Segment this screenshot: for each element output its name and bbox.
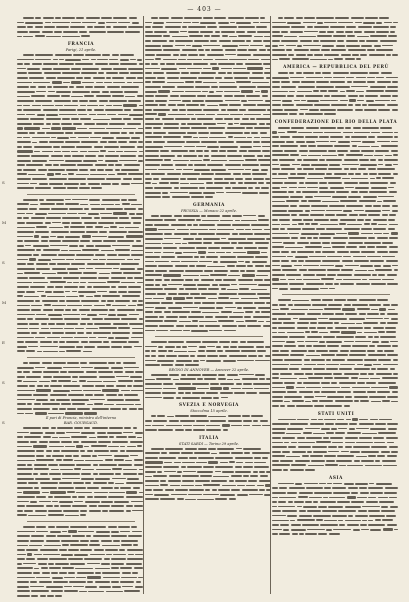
- text-paragraph: [145, 340, 273, 368]
- separator-rule: [27, 194, 135, 195]
- column-1: [17, 16, 145, 598]
- text-line: [17, 262, 145, 267]
- column-3: [272, 16, 400, 537]
- text-line: [17, 472, 145, 477]
- text-line: [145, 117, 273, 122]
- text-line: [272, 532, 400, 537]
- text-line: [17, 34, 145, 39]
- text-line: [272, 181, 400, 186]
- text-line: [272, 250, 400, 255]
- margin-letter: E: [2, 340, 5, 345]
- margin-letter: S: [2, 260, 5, 265]
- text-line: [272, 94, 400, 99]
- text-line: [272, 287, 400, 292]
- text-line: [145, 140, 273, 145]
- text-paragraph: [17, 53, 145, 191]
- text-line: [272, 57, 400, 62]
- separator-rule: [155, 336, 263, 337]
- text-line: [272, 358, 400, 363]
- text-line: [145, 94, 273, 99]
- text-line: [17, 580, 145, 585]
- text-line: [145, 186, 273, 191]
- text-line: [272, 71, 400, 76]
- text-line: [17, 594, 145, 599]
- text-line: [145, 301, 273, 306]
- dateline: Stoccolma 15 aprile.: [190, 409, 228, 414]
- text-line: [145, 62, 273, 67]
- text-line: [17, 154, 145, 159]
- text-line: [145, 354, 273, 359]
- margin-letter: M: [2, 220, 7, 225]
- text-line: [145, 488, 273, 493]
- text-line: [17, 361, 145, 366]
- section-heading: CONFEDERAZIONE DEL RIO DELLA PLATA: [274, 118, 398, 124]
- text-paragraph: [17, 16, 145, 39]
- text-line: [272, 500, 400, 505]
- section-heading: STATI UNITI: [317, 410, 355, 416]
- text-line: [272, 282, 400, 287]
- text-line: [272, 227, 400, 232]
- text-line: [17, 384, 145, 389]
- text-line: [145, 246, 273, 251]
- text-line: [17, 108, 145, 113]
- section-heading: SVEZIA E NORVEGIA: [178, 402, 240, 408]
- text-line: [272, 335, 400, 340]
- column-2: [145, 16, 273, 502]
- margin-letter: S: [2, 180, 5, 185]
- text-paragraph: [145, 214, 273, 333]
- text-line: [272, 158, 400, 163]
- text-line: [145, 195, 273, 200]
- text-line: [17, 495, 145, 500]
- text-paragraph: [272, 16, 400, 62]
- text-line: [17, 230, 145, 235]
- text-line: [17, 513, 145, 518]
- text-paragraph: [272, 71, 400, 117]
- text-line: [145, 85, 273, 90]
- column-divider: [143, 16, 144, 594]
- text-line: [17, 449, 145, 454]
- text-line: [17, 285, 145, 290]
- text-line: [272, 312, 400, 317]
- text-line: [17, 525, 145, 530]
- dateline: Il pari di Francia, ministro dell'interno: [45, 416, 117, 421]
- separator-rule: [27, 357, 135, 358]
- text-paragraph: [17, 198, 145, 354]
- text-line: [272, 259, 400, 264]
- text-paragraph: [272, 418, 400, 473]
- text-line: [17, 331, 145, 336]
- text-paragraph: [145, 373, 273, 401]
- text-line: [145, 497, 273, 502]
- section-heading: GERMANIA: [193, 201, 225, 207]
- text-line: [17, 349, 145, 354]
- margin-letter: S: [2, 380, 5, 385]
- text-line: [17, 426, 145, 431]
- text-line: [17, 407, 145, 412]
- dateline: PRUSSIA — Monaco 22 aprile.: [181, 208, 237, 213]
- section-heading: FRANCIA: [67, 40, 95, 46]
- text-line: [145, 428, 273, 433]
- text-line: [145, 419, 273, 424]
- dateline: STATI SARDI — Torino 29 aprile.: [178, 441, 240, 446]
- text-line: [145, 163, 273, 168]
- text-line: [145, 16, 273, 21]
- text-line: [17, 548, 145, 553]
- text-line: [272, 404, 400, 409]
- left-margin-letters: [2, 180, 12, 480]
- text-line: [17, 53, 145, 58]
- section-heading: ASIA: [329, 474, 343, 480]
- section-heading: ITALIA: [199, 434, 219, 440]
- text-line: [17, 308, 145, 313]
- text-line: [272, 103, 400, 108]
- text-line: [145, 396, 273, 401]
- text-line: [17, 207, 145, 212]
- text-line: [272, 381, 400, 386]
- text-line: [272, 468, 400, 473]
- text-line: [145, 324, 273, 329]
- text-line: [272, 39, 400, 44]
- text-line: [17, 177, 145, 182]
- text-line: [145, 39, 273, 44]
- text-line: [272, 112, 400, 117]
- dateline: REGNO DI ANNOVER — Annover 22 aprile.: [168, 367, 250, 372]
- dateline: BAR. GOURGAUD.: [63, 421, 99, 426]
- text-paragraph: [145, 447, 273, 502]
- text-line: [145, 223, 273, 228]
- column-divider: [270, 16, 271, 594]
- text-line: [272, 523, 400, 528]
- text-line: [145, 329, 273, 334]
- text-paragraph: [272, 482, 400, 537]
- margin-letter: M: [2, 300, 7, 305]
- text-line: [17, 131, 145, 136]
- text-line: [17, 99, 145, 104]
- text-line: [272, 135, 400, 140]
- text-line: [145, 465, 273, 470]
- text-paragraph: [17, 426, 145, 518]
- text-line: [17, 16, 145, 21]
- text-line: [17, 76, 145, 81]
- separator-rule: [282, 294, 390, 295]
- text-line: [17, 186, 145, 191]
- text-line: [145, 278, 273, 283]
- margin-letter: S: [2, 420, 5, 425]
- text-line: [272, 445, 400, 450]
- text-line: [17, 571, 145, 576]
- text-paragraph: [145, 414, 273, 432]
- text-paragraph: [272, 298, 400, 408]
- text-line: [17, 253, 145, 258]
- text-line: [272, 16, 400, 21]
- section-heading: AMERICA — REPUBBLICA DEL PERÙ: [283, 63, 389, 69]
- text-line: [145, 382, 273, 387]
- dateline: Parigi, 21 aprile.: [65, 47, 97, 52]
- text-line: [272, 422, 400, 427]
- text-paragraph: [145, 16, 273, 200]
- text-paragraph: [17, 525, 145, 599]
- text-line: [145, 255, 273, 260]
- separator-rule: [27, 521, 135, 522]
- page-number: — 403 —: [187, 6, 222, 13]
- text-paragraph: [272, 126, 400, 291]
- text-paragraph: [17, 361, 145, 416]
- text-line: [272, 204, 400, 209]
